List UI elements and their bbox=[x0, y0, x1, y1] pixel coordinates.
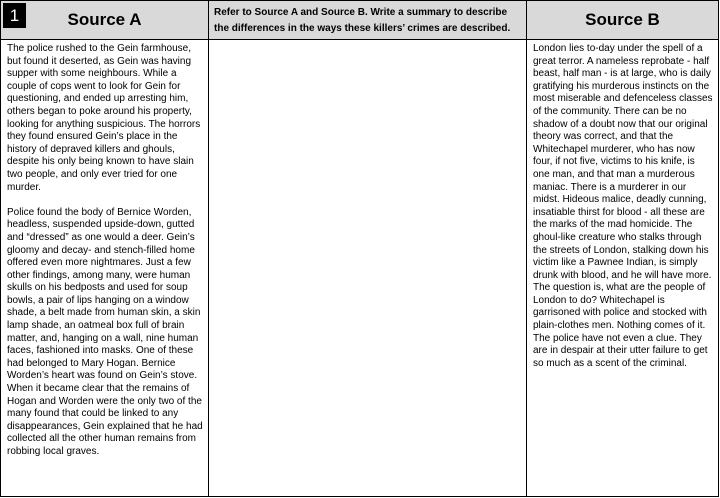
task-prompt-cell bbox=[209, 1, 527, 40]
header-row bbox=[1, 1, 719, 40]
source-a-paragraph: Police found the body of Bernice Worden, headless, suspended upside-down, gutted and “dressed” as one would a deer. Gein’s gloomy and decay- and stench-filled home offered even more nightmares. Just a few other findings, among many, were human skulls on his bedposts and used for soup bowls, a pair of lips hanging on a window shade, a belt made from human skin, a skin lamp shade, an oatmeal box full of brain matter, and, hanging on a wall, nine human faces, fashioned into masks. One of these had belonged to Mary Hogan. Bernice Worden’s heart was found on Gein’s stove. When it became clear that the remains of Hogan and Worden were the only two of the many found that could be linked to any disappearances, Gein explained that he had collected all the other human remains from robbing local graves. bbox=[7, 206, 203, 457]
activity-number-badge: 1 bbox=[3, 3, 26, 28]
source-a-paragraph: The police rushed to the Gein farmhouse, but found it deserted, as Gein was having supper with some neighbours. While a couple of cops went to look for Gein for questioning, and ended up arresting him, others began to poke around his property, looking for anything suspicious. The horrors they found ensured Gein’s place in the history of depraved killers and ghouls, despite his only being known to have slain two people, and only ever tried for one murder. bbox=[7, 43, 201, 193]
source-a-title: Source A bbox=[67, 10, 142, 29]
source-a-text bbox=[1, 40, 209, 497]
source-b-paragraph: London lies to-day under the spell of a great terror. A nameless reprobate - half beast, half man - is at large, who is daily gratifying his murderous instincts on the most miserable and defenceless classes of the community. There can be no shadow of a doubt now that our original theory was correct, and that the Whitechapel murderer, who has now four, if not five, victims to his knife, is one man, and that man a murderous maniac. There is a murderer in our midst. Hideous malice, deadly cunning, insatiable thirst for blood - all these are the marks of the mad homicide. The ghoul-like creature who stalks through the streets of London, stalking down his victim like a Pawnee Indian, is simply drunk with blood, and he will have more. The question is, what are the people of London to do? Whitechapel is garrisoned with police and stocked with plain-clothes men. Nothing comes of it. The police have not even a clue. They are in despair at their utter failure to get so much as a scent of the criminal. bbox=[533, 43, 713, 369]
source-a-header bbox=[1, 1, 209, 40]
content-row bbox=[1, 40, 719, 497]
task-prompt: Refer to Source A and Source B. Write a summary to describe the differences in the ways these killers’ crimes are described. bbox=[214, 7, 511, 34]
source-b-header bbox=[527, 1, 719, 40]
source-b-text bbox=[527, 40, 719, 497]
summary-answer-area[interactable] bbox=[209, 40, 527, 497]
source-b-title: Source B bbox=[585, 10, 660, 29]
